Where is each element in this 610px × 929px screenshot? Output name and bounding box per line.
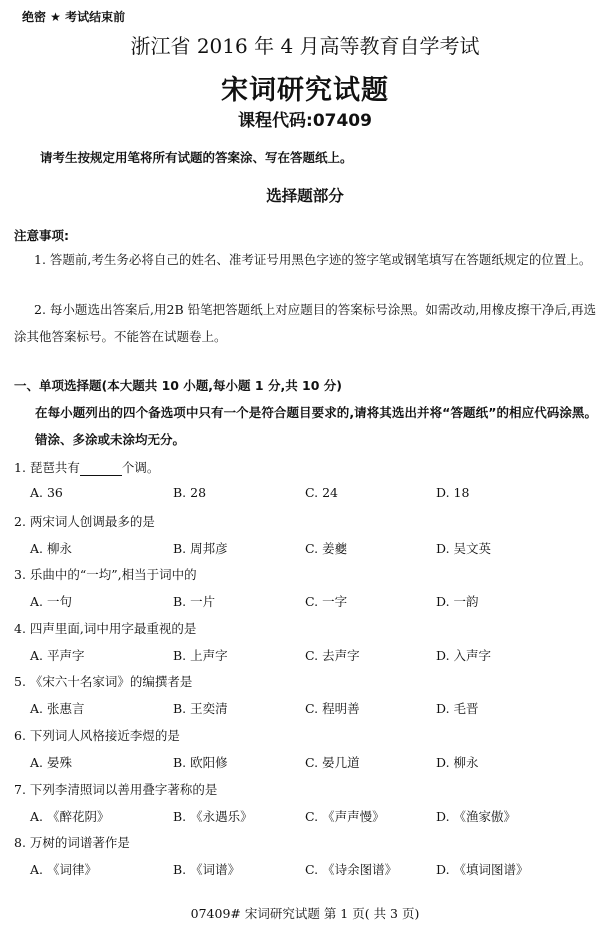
- option-b: B. 欧阳修: [173, 755, 228, 770]
- exam-name: 浙江省 2016 年 4 月高等教育自学考试: [130, 34, 480, 58]
- secret-mark: 绝密 ★ 考试结束前: [22, 10, 126, 24]
- option-b: B. 28: [173, 485, 207, 500]
- fill-blank: [80, 462, 122, 476]
- option-a: A. 张惠言: [30, 701, 85, 716]
- option-d: D. 一韵: [436, 594, 479, 609]
- option-c: C. 程明善: [305, 701, 360, 716]
- option-b: B. 一片: [173, 594, 216, 609]
- question-text-end: 个调。: [121, 460, 160, 475]
- notes-heading: 注意事项:: [14, 228, 69, 243]
- option-a: A. 柳永: [30, 541, 72, 556]
- note-item: 2. 每小题选出答案后,用2B 铅笔把答题纸上对应题目的答案标号涂黑。如需改动,用橡皮擦干净后,再选涂其他答案标号。不能答在试题卷上。: [14, 302, 596, 344]
- answer-notice: 请考生按规定用笔将所有试题的答案涂、写在答题纸上。: [40, 150, 353, 165]
- option-row: [0, 592, 610, 610]
- option-b: B. 王奕清: [173, 701, 228, 716]
- section-title: 选择题部分: [266, 187, 344, 205]
- question-text: 4. 四声里面,词中用字最重视的是: [14, 621, 197, 636]
- option-d: D. 《填词图谱》: [436, 862, 529, 877]
- option-a: A. 平声字: [30, 648, 85, 663]
- question-text: 2. 两宋词人创调最多的是: [14, 514, 155, 529]
- option-d: D. 柳永: [436, 755, 479, 770]
- course-code: 课程代码:07409: [238, 111, 372, 131]
- option-d: D. 吴文英: [436, 541, 492, 556]
- option-row: [0, 699, 610, 717]
- option-d: D. 毛晋: [436, 701, 479, 716]
- question-stem: [14, 672, 192, 690]
- option-d: D. 入声字: [436, 648, 492, 663]
- note-item: 1. 答题前,考生务必将自己的姓名、准考证号用黑色字迹的签字笔或钢笔填写在答题纸规定的位置上。: [34, 252, 592, 267]
- option-row: [0, 860, 610, 878]
- option-row: [0, 753, 610, 771]
- option-row: [0, 485, 610, 503]
- option-a: A. 一句: [30, 594, 72, 609]
- option-c: C. 一字: [305, 594, 348, 609]
- question-stem: [14, 512, 155, 530]
- option-a: A. 晏殊: [30, 755, 72, 770]
- option-c: C. 《声声慢》: [305, 809, 385, 824]
- option-a: A. 《醉花阴》: [30, 809, 110, 824]
- option-c: C. 24: [305, 485, 338, 500]
- option-row: [0, 646, 610, 664]
- option-d: D. 《渔家傲》: [436, 809, 517, 824]
- option-b: B. 《词谱》: [173, 862, 241, 877]
- option-row: [0, 807, 610, 825]
- option-c: C. 晏几道: [305, 755, 360, 770]
- question-text: 8. 万树的词谱著作是: [14, 835, 130, 850]
- question-text: 3. 乐曲中的“一均”,相当于词中的: [14, 567, 197, 582]
- question-stem: [14, 619, 196, 637]
- question-stem: [14, 458, 159, 476]
- option-b: B. 《永遇乐》: [173, 809, 253, 824]
- option-b: B. 周邦彦: [173, 541, 228, 556]
- question-stem: [14, 833, 130, 851]
- question-stem: [14, 565, 197, 583]
- question-text: 1. 琵琶共有: [14, 460, 80, 475]
- option-row: [0, 539, 610, 557]
- option-d: D. 18: [436, 485, 470, 500]
- question-text: 7. 下列李清照词以善用叠字著称的是: [14, 782, 218, 797]
- part-instruction: 在每小题列出的四个备选项中只有一个是符合题目要求的,请将其选出并将“答题纸”的相应代码涂黑。错涂、多涂或未涂均无分。: [35, 405, 597, 447]
- question-text: 5. 《宋六十名家词》的编撰者是: [14, 674, 193, 689]
- paper-title: 宋词研究试题: [221, 75, 389, 106]
- page-footer: 07409# 宋词研究试题 第 1 页( 共 3 页): [190, 906, 420, 921]
- question-text: 6. 下列词人风格接近李煜的是: [14, 728, 180, 743]
- option-c: C. 去声字: [305, 648, 360, 663]
- question-stem: [14, 726, 180, 744]
- option-c: C. 《诗余图谱》: [305, 862, 398, 877]
- option-a: A. 《词律》: [30, 862, 97, 877]
- option-b: B. 上声字: [173, 648, 228, 663]
- question-stem: [14, 780, 217, 798]
- part-heading: 一、单项选择题(本大题共 10 小题,每小题 1 分,共 10 分): [14, 378, 343, 393]
- option-c: C. 姜夔: [305, 541, 348, 556]
- option-a: A. 36: [30, 485, 63, 500]
